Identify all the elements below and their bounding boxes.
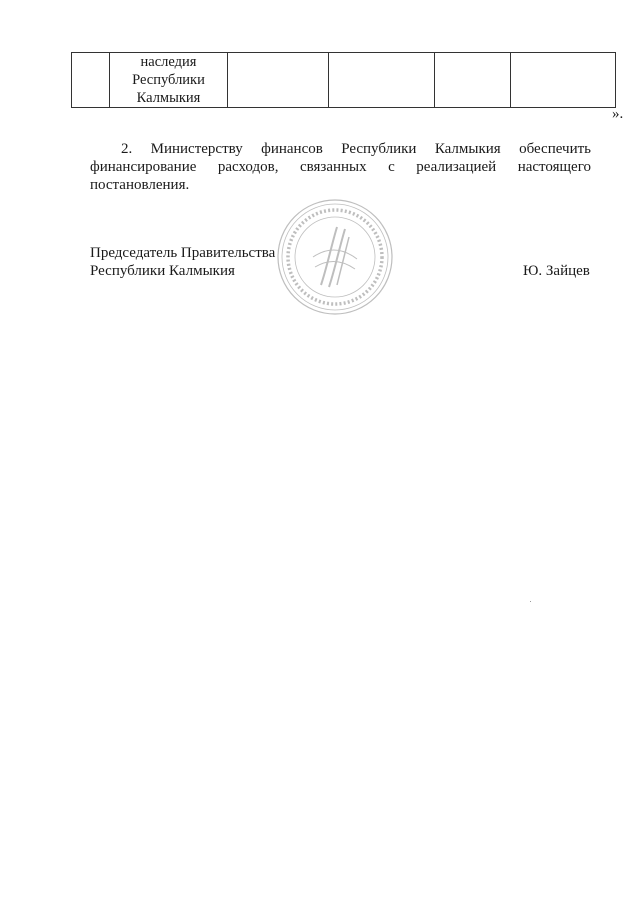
table-row (72, 53, 616, 108)
signatory-position (90, 244, 275, 280)
table-cell-empty (228, 53, 329, 108)
table-cell-empty (511, 53, 616, 108)
table-cell-name (110, 53, 228, 108)
table-cell-empty (329, 53, 435, 108)
cell-line-3: Калмыкия (136, 90, 201, 106)
position-line-1: Председатель Правительства (90, 245, 276, 261)
cell-line-2: Республики (132, 72, 205, 88)
cell-line-1: наследия (140, 54, 197, 70)
table-fragment (71, 52, 616, 108)
scan-speck (530, 601, 531, 602)
position-line-2: Республики Калмыкия (90, 263, 235, 279)
closing-quote: ». (612, 106, 624, 122)
official-round-seal-icon (275, 197, 395, 317)
signatory-name: Ю. Зайцев (523, 263, 590, 279)
table-cell-number (72, 53, 110, 108)
table-cell-empty (435, 53, 511, 108)
paragraph-2: 2. Министерству финансов Республики Калмыкия обеспечить финансирование расходов, связанных с реализацией настоящего постановления. (90, 141, 591, 193)
